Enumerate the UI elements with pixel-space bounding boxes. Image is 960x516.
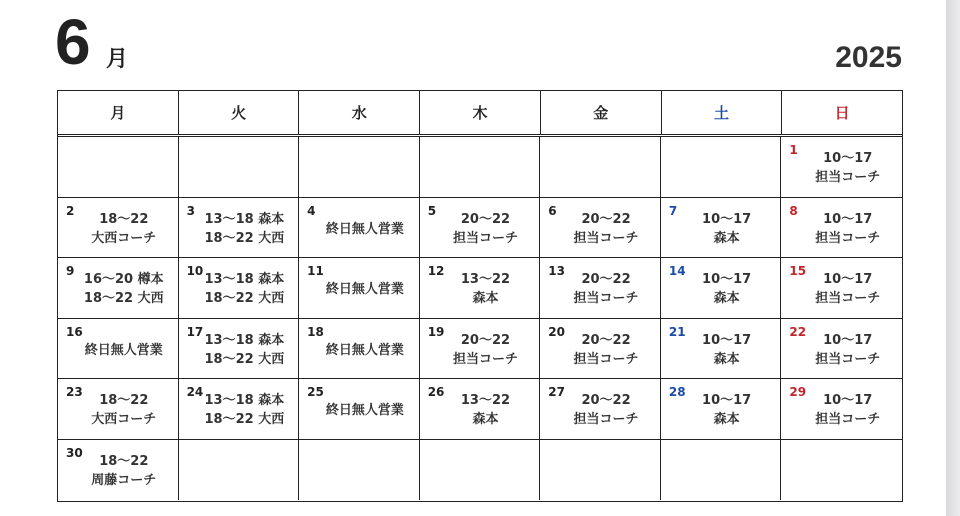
day-number: 16 xyxy=(66,324,83,339)
schedule-entry xyxy=(677,210,777,248)
schedule-line: 終日無人営業 xyxy=(84,342,163,358)
day-grid xyxy=(58,137,902,500)
schedule-line: 13～18 森本 xyxy=(204,211,285,227)
day-cell xyxy=(420,198,541,259)
schedule-line: 終日無人営業 xyxy=(325,342,404,358)
schedule-line: 終日無人営業 xyxy=(325,282,404,297)
schedule-entry xyxy=(797,331,898,369)
empty-day-cell xyxy=(540,137,661,198)
schedule-line: 10～17 xyxy=(823,332,873,348)
schedule-line: 13～22 xyxy=(460,272,511,287)
schedule-line: 18～22 大西 xyxy=(204,291,285,306)
day-number: 10 xyxy=(186,264,204,278)
schedule-line: 10～17 xyxy=(702,272,752,287)
schedule-line: 周藤コーチ xyxy=(91,472,157,488)
schedule-entry xyxy=(315,280,415,299)
day-number: 4 xyxy=(307,203,316,218)
day-number: 26 xyxy=(427,385,445,399)
weekday-header-thu: 木 xyxy=(420,91,541,134)
schedule-entry xyxy=(436,331,536,369)
schedule-entry xyxy=(556,270,656,308)
day-cell xyxy=(299,198,420,259)
weekday-header-mon: 月 xyxy=(58,91,179,134)
schedule-entry xyxy=(797,149,898,187)
day-number: 27 xyxy=(548,385,565,399)
schedule-entry xyxy=(436,210,536,248)
day-number: 22 xyxy=(789,324,807,339)
schedule-line: 森本 xyxy=(713,351,740,367)
empty-day-cell xyxy=(299,440,420,501)
day-cell xyxy=(299,379,420,440)
schedule-line: 18～22 大西 xyxy=(204,230,285,246)
day-number: 30 xyxy=(66,445,83,460)
schedule-line: 13～18 森本 xyxy=(204,272,285,287)
empty-day-cell xyxy=(179,440,300,501)
schedule-entry xyxy=(556,331,656,369)
schedule-entry xyxy=(797,391,898,429)
day-cell xyxy=(540,258,661,319)
schedule-line: 担当コーチ xyxy=(452,351,518,367)
day-number: 5 xyxy=(427,203,437,218)
schedule-entry xyxy=(797,270,898,308)
schedule-line: 18～22 大西 xyxy=(204,351,285,367)
schedule-line: 終日無人営業 xyxy=(325,221,404,237)
day-cell xyxy=(781,198,902,259)
schedule-entry xyxy=(195,210,295,248)
day-cell xyxy=(540,198,661,259)
day-cell xyxy=(58,198,179,259)
day-cell xyxy=(58,440,179,501)
schedule-line: 18～22 xyxy=(99,211,149,227)
schedule-line: 18～22 xyxy=(99,393,149,408)
day-cell xyxy=(781,258,902,319)
schedule-line: 18～22 大西 xyxy=(204,412,285,427)
day-number: 8 xyxy=(789,203,798,218)
day-number: 12 xyxy=(427,264,445,278)
day-cell xyxy=(781,319,902,380)
schedule-entry xyxy=(556,391,656,429)
empty-day-cell xyxy=(299,137,420,198)
day-number: 24 xyxy=(186,385,204,399)
schedule-entry xyxy=(436,391,536,429)
weekday-header-tue: 火 xyxy=(179,91,300,134)
day-number: 1 xyxy=(789,143,798,157)
day-cell xyxy=(420,319,541,380)
schedule-line: 13～18 森本 xyxy=(204,332,285,348)
day-number: 28 xyxy=(668,385,686,399)
schedule-line: 担当コーチ xyxy=(815,170,881,185)
schedule-line: 担当コーチ xyxy=(815,230,881,246)
schedule-line: 担当コーチ xyxy=(573,291,639,306)
schedule-line: 森本 xyxy=(713,412,740,427)
empty-day-cell xyxy=(661,137,782,198)
month-number: 6 xyxy=(55,6,91,78)
day-cell xyxy=(540,319,661,380)
schedule-entry xyxy=(315,401,415,420)
day-cell xyxy=(179,319,300,380)
day-cell xyxy=(179,258,300,319)
day-number: 20 xyxy=(548,324,565,339)
schedule-line: 担当コーチ xyxy=(815,351,881,367)
day-number: 21 xyxy=(668,324,686,339)
day-cell xyxy=(661,258,782,319)
calendar-table xyxy=(57,90,903,502)
schedule-line: 森本 xyxy=(472,412,499,427)
schedule-line: 10～17 xyxy=(823,151,873,166)
window-edge xyxy=(946,0,960,516)
month-suffix: 月 xyxy=(106,47,129,72)
schedule-entry xyxy=(797,210,898,248)
empty-day-cell xyxy=(781,440,902,501)
empty-day-cell xyxy=(58,137,179,198)
day-number: 18 xyxy=(307,324,324,339)
day-cell xyxy=(420,258,541,319)
schedule-entry xyxy=(195,331,295,369)
schedule-line: 10～17 xyxy=(702,332,752,348)
day-cell xyxy=(58,258,179,319)
day-number: 15 xyxy=(789,264,807,278)
weekday-header-wed: 水 xyxy=(299,91,420,134)
day-number: 11 xyxy=(307,264,324,278)
schedule-entry xyxy=(195,391,295,429)
day-cell xyxy=(420,379,541,440)
schedule-entry xyxy=(74,341,174,360)
empty-day-cell xyxy=(420,137,541,198)
schedule-line: 13～18 森本 xyxy=(204,393,285,408)
weekday-header-fri: 金 xyxy=(541,91,662,134)
day-cell xyxy=(179,198,300,259)
day-number: 23 xyxy=(66,385,83,399)
schedule-line: 20～22 xyxy=(581,393,631,408)
schedule-line: 10～17 xyxy=(823,272,873,287)
schedule-line: 担当コーチ xyxy=(573,351,639,367)
schedule-line: 10～17 xyxy=(702,393,752,408)
weekday-header-row xyxy=(58,91,902,137)
day-cell xyxy=(299,258,420,319)
schedule-entry xyxy=(315,220,415,239)
empty-day-cell xyxy=(420,440,541,501)
day-cell xyxy=(781,137,902,198)
schedule-entry xyxy=(74,270,174,308)
day-number: 14 xyxy=(668,264,686,278)
schedule-entry xyxy=(74,452,174,490)
schedule-line: 大西コーチ xyxy=(91,412,157,427)
schedule-entry xyxy=(315,341,415,360)
schedule-line: 担当コーチ xyxy=(452,230,518,246)
day-number: 7 xyxy=(668,203,678,218)
schedule-line: 18～22 大西 xyxy=(83,291,164,306)
schedule-line: 担当コーチ xyxy=(815,412,881,427)
schedule-line: 担当コーチ xyxy=(573,412,639,427)
day-number: 2 xyxy=(66,203,75,218)
day-number: 25 xyxy=(307,385,324,399)
day-cell xyxy=(781,379,902,440)
schedule-entry xyxy=(195,270,295,308)
schedule-line: 20～22 xyxy=(581,211,631,227)
day-number: 19 xyxy=(427,324,445,339)
day-cell xyxy=(661,319,782,380)
schedule-line: 20～22 xyxy=(460,211,511,227)
empty-day-cell xyxy=(540,440,661,501)
day-cell xyxy=(58,379,179,440)
year-label: 2025 xyxy=(835,41,902,74)
schedule-line: 20～22 xyxy=(581,272,631,287)
day-cell xyxy=(299,319,420,380)
weekday-header-sat: 土 xyxy=(662,91,783,134)
schedule-entry xyxy=(677,270,777,308)
schedule-entry xyxy=(677,331,777,369)
day-number: 3 xyxy=(186,203,195,218)
schedule-line: 13～22 xyxy=(460,393,511,408)
schedule-entry xyxy=(74,391,174,429)
schedule-line: 森本 xyxy=(713,291,740,306)
day-cell xyxy=(540,379,661,440)
empty-day-cell xyxy=(661,440,782,501)
schedule-entry xyxy=(436,270,536,308)
schedule-line: 大西コーチ xyxy=(91,230,157,246)
schedule-line: 担当コーチ xyxy=(573,230,639,246)
schedule-line: 20～22 xyxy=(460,332,511,348)
schedule-line: 森本 xyxy=(713,230,740,246)
day-number: 29 xyxy=(789,385,807,399)
schedule-line: 10～17 xyxy=(823,393,873,408)
schedule-entry xyxy=(677,391,777,429)
schedule-line: 10～17 xyxy=(823,211,873,227)
schedule-entry xyxy=(556,210,656,248)
weekday-header-sun: 日 xyxy=(834,104,850,122)
schedule-line: 担当コーチ xyxy=(815,291,881,306)
schedule-entry xyxy=(74,210,174,248)
day-number: 9 xyxy=(66,264,75,278)
schedule-line: 18～22 xyxy=(99,453,149,469)
day-number: 6 xyxy=(548,203,557,218)
schedule-line: 16～20 樽本 xyxy=(83,272,164,287)
empty-day-cell xyxy=(179,137,300,198)
day-cell xyxy=(661,198,782,259)
schedule-line: 20～22 xyxy=(581,332,631,348)
schedule-line: 森本 xyxy=(472,291,499,306)
day-number: 17 xyxy=(186,324,204,339)
schedule-line: 終日無人営業 xyxy=(325,403,404,418)
schedule-line: 10～17 xyxy=(702,211,752,227)
day-cell xyxy=(661,379,782,440)
day-cell xyxy=(58,319,179,380)
day-cell xyxy=(179,379,300,440)
day-number: 13 xyxy=(548,264,565,278)
